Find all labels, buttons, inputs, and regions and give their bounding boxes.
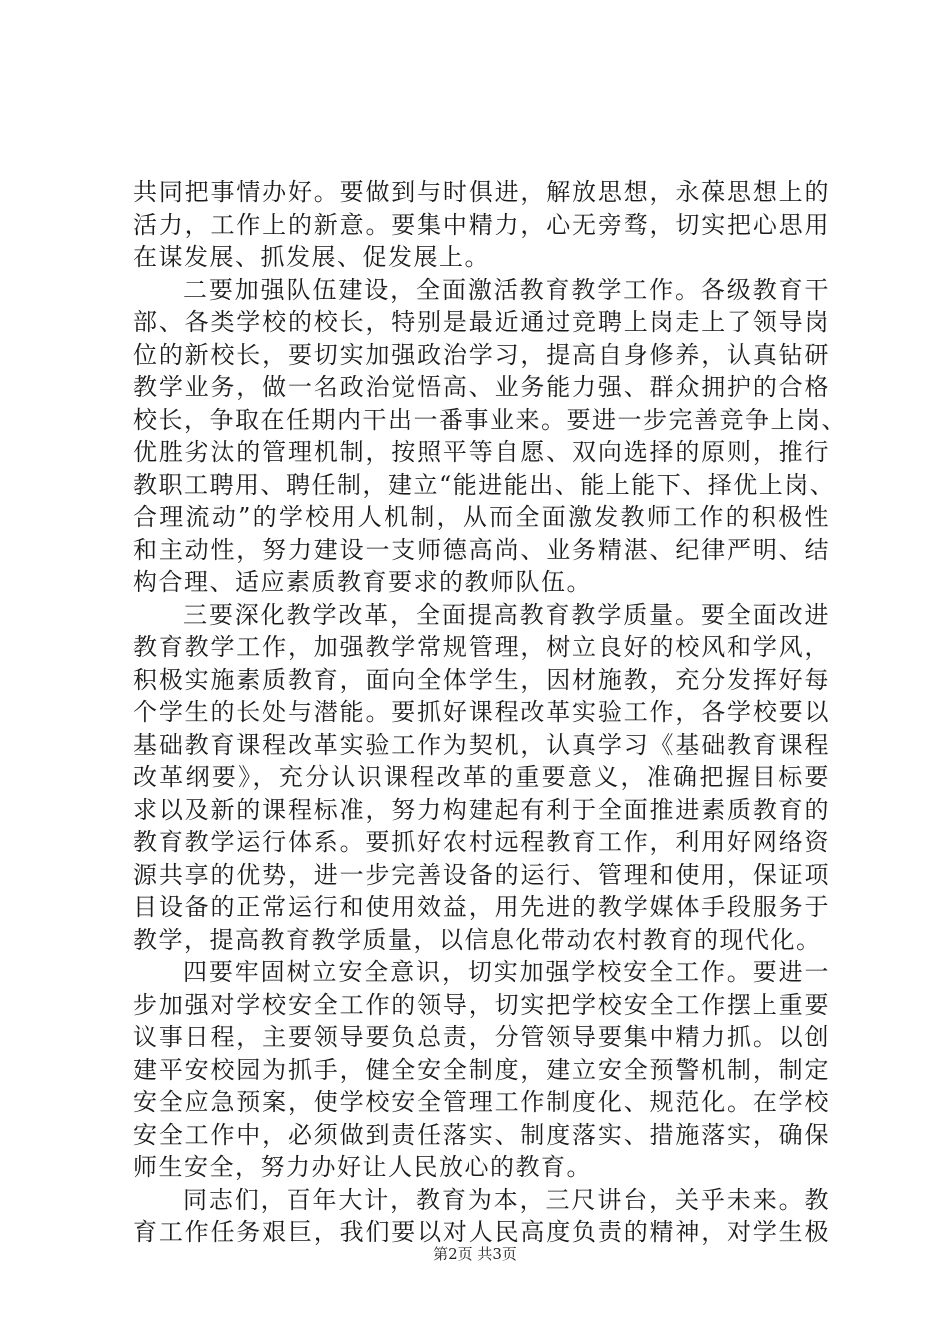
paragraph-teaching-reform (133, 599, 830, 957)
text-line: 活力，工作上的新意。要集中精力，心无旁骛，切实把心思用 (133, 210, 830, 239)
text-line: 位的新校长，要切实加强政治学习，提高自身修养，认真钻研 (133, 340, 830, 369)
text-line: 师生安全，努力办好让人民放心的教育。 (133, 1153, 592, 1181)
text-line: 基础教育课程改革实验工作为契机，认真学习《基础教育课程 (133, 730, 830, 759)
text-line: 教职工聘用、聘任制，建立“能进能出、能上能下、择优上岗、 (133, 470, 836, 499)
text-line: 步加强对学校安全工作的领导，切实把学校安全工作摆上重要 (133, 990, 830, 1019)
text-line: 三要深化教学改革，全面提高教育教学质量。要全面改进 (183, 600, 830, 629)
text-line: 安全工作中，必须做到责任落实、制度落实、措施落实，确保 (133, 1120, 830, 1149)
text-line: 建平安校园为抓手，健全安全制度，建立安全预警机制，制定 (133, 1055, 830, 1084)
text-line: 优胜劣汰的管理机制，按照平等自愿、双向选择的原则，推行 (133, 438, 830, 466)
text-line: 个学生的长处与潜能。要抓好课程改革实验工作，各学校要以 (133, 698, 830, 726)
page-number-footer: 第2页 共3页 (433, 1245, 517, 1263)
text-line: 校长，争取在任期内干出一番事业来。要进一步完善竞争上岗、 (133, 405, 847, 434)
text-line: 源共享的优势，进一步完善设备的运行、管理和使用，保证项 (133, 860, 830, 889)
text-line: 积极实施素质教育，面向全体学生，因材施教，充分发挥好每 (133, 665, 830, 694)
document-body (133, 176, 847, 1249)
text-line: 共同把事情办好。要做到与时俱进，解放思想，永葆思想上的 (133, 178, 830, 206)
text-line: 育工作任务艰巨，我们要以对人民高度负责的精神，对学生极 (133, 1218, 830, 1246)
paragraph-school-safety (133, 956, 830, 1184)
text-line: 教学，提高教育教学质量，以信息化带动农村教育的现代化。 (133, 925, 822, 954)
text-line: 二要加强队伍建设，全面激活教育教学工作。各级教育干 (183, 275, 830, 304)
text-line: 部、各类学校的校长，特别是最近通过竞聘上岗走上了领导岗 (133, 308, 830, 336)
text-line: 四要牢固树立安全意识，切实加强学校安全工作。要进一 (183, 958, 830, 986)
paragraph-closing (133, 1184, 830, 1249)
text-line: 构合理、适应素质教育要求的教师队伍。 (133, 568, 592, 596)
text-line: 在谋发展、抓发展、促发展上。 (133, 243, 490, 271)
text-line: 合理流动”的学校用人机制，从而全面激发教师工作的积极性 (133, 503, 830, 531)
text-line: 教学业务，做一名政治觉悟高、业务能力强、群众拥护的合格 (133, 373, 830, 401)
text-line: 和主动性，努力建设一支师德高尚、业务精湛、纪律严明、结 (133, 535, 830, 564)
text-line: 安全应急预案，使学校安全管理工作制度化、规范化。在学校 (133, 1088, 830, 1116)
text-line: 求以及新的课程标准，努力构建起有利于全面推进素质教育的 (133, 795, 830, 824)
text-line: 教育教学工作，加强教学常规管理，树立良好的校风和学风， (133, 633, 830, 661)
paragraph-team-building (133, 274, 847, 599)
text-line: 教育教学运行体系。要抓好农村远程教育工作，利用好网络资 (133, 828, 830, 856)
text-line: 目设备的正常运行和使用效益，用先进的教学媒体手段服务于 (133, 893, 830, 921)
text-line: 议事日程，主要领导要负总责，分管领导要集中精力抓。以创 (133, 1023, 830, 1051)
text-line: 同志们，百年大计，教育为本，三尺讲台，关乎未来。教 (183, 1185, 830, 1214)
paragraph-continuation (133, 176, 830, 274)
text-line: 改革纲要》，充分认识课程改革的重要意义，准确把握目标要 (133, 763, 830, 791)
